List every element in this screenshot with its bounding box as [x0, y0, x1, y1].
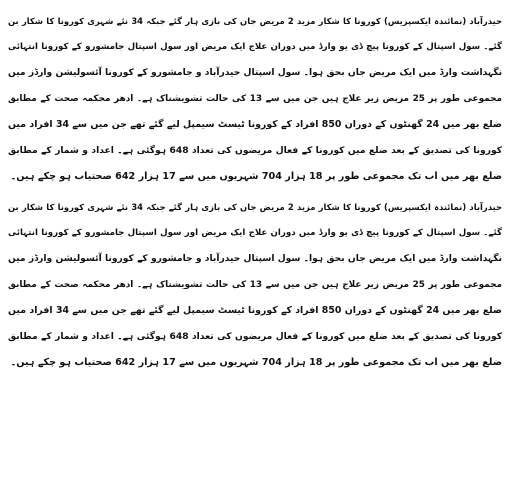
article-line: ضلع بھر میں 24 گھنٹوں کے دوران 850 افراد کے کورونا ٹیسٹ سیمپل لیے گئے تھے جن میں سے 34 افراد میں [8, 305, 502, 316]
article-line: نگہداشت وارڈ میں ایک مریض جاں بحق ہوا۔ سول اسپتال حیدرآباد و جامشورو کے کورونا آئسولیشن وارڈز میں [8, 254, 502, 264]
article-line: حیدرآباد (نمائندہ ایکسپریس) کورونا کا شکار مزید 2 مریض جان کی بازی ہار گئے جبکہ 34 نئے شہری کورونا کا شکار بن [8, 202, 502, 212]
article-line: مجموعی طور پر 25 مریض زیر علاج ہیں جن میں سے 13 کی حالت تشویشناک ہے۔ ادھر محکمہ صحت کے مطابق [8, 280, 502, 290]
news-article-1 [8, 8, 502, 190]
article-line: گئے۔ سول اسپتال کے کورونا پیچ ڈی یو وارڈ میں دوران علاج ایک مریض اور سول اسپتال جامشورو کے کورونا انتہائی [8, 228, 502, 238]
article-line: ضلع بھر میں اب تک مجموعی طور پر 18 ہزار 704 شہریوں میں سے 17 ہزار 642 صحتیاب ہو چکے ہیں۔ [10, 357, 502, 368]
article-line: گئے۔ سول اسپتال کے کورونا پیچ ڈی یو وارڈ میں دوران علاج ایک مریض اور سول اسپتال جامشورو کے کورونا انتہائی [8, 42, 502, 52]
news-article-2 [8, 194, 502, 376]
article-line: حیدرآباد (نمائندہ ایکسپریس) کورونا کا شکار مزید 2 مریض جان کی بازی ہار گئے جبکہ 34 نئے شہری کورونا کا شکار بن [8, 16, 502, 26]
article-line: نگہداشت وارڈ میں ایک مریض جاں بحق ہوا۔ سول اسپتال حیدرآباد و جامشورو کے کورونا آئسولیشن وارڈز میں [8, 68, 502, 78]
article-line: مجموعی طور پر 25 مریض زیر علاج ہیں جن میں سے 13 کی حالت تشویشناک ہے۔ ادھر محکمہ صحت کے مطابق [8, 94, 502, 104]
article-line: ضلع بھر میں اب تک مجموعی طور پر 18 ہزار 704 شہریوں میں سے 17 ہزار 642 صحتیاب ہو چکے ہیں۔ [10, 171, 502, 182]
article-line: کورونا کی تصدیق کے بعد ضلع میں کورونا کے فعال مریضوں کی تعداد 648 ہوگئی ہے۔ اعداد و شمار کے مطابق [8, 146, 502, 156]
article-line: کورونا کی تصدیق کے بعد ضلع میں کورونا کے فعال مریضوں کی تعداد 648 ہوگئی ہے۔ اعداد و شمار کے مطابق [8, 332, 502, 342]
article-line: ضلع بھر میں 24 گھنٹوں کے دوران 850 افراد کے کورونا ٹیسٹ سیمپل لیے گئے تھے جن میں سے 34 افراد میں [8, 119, 502, 130]
